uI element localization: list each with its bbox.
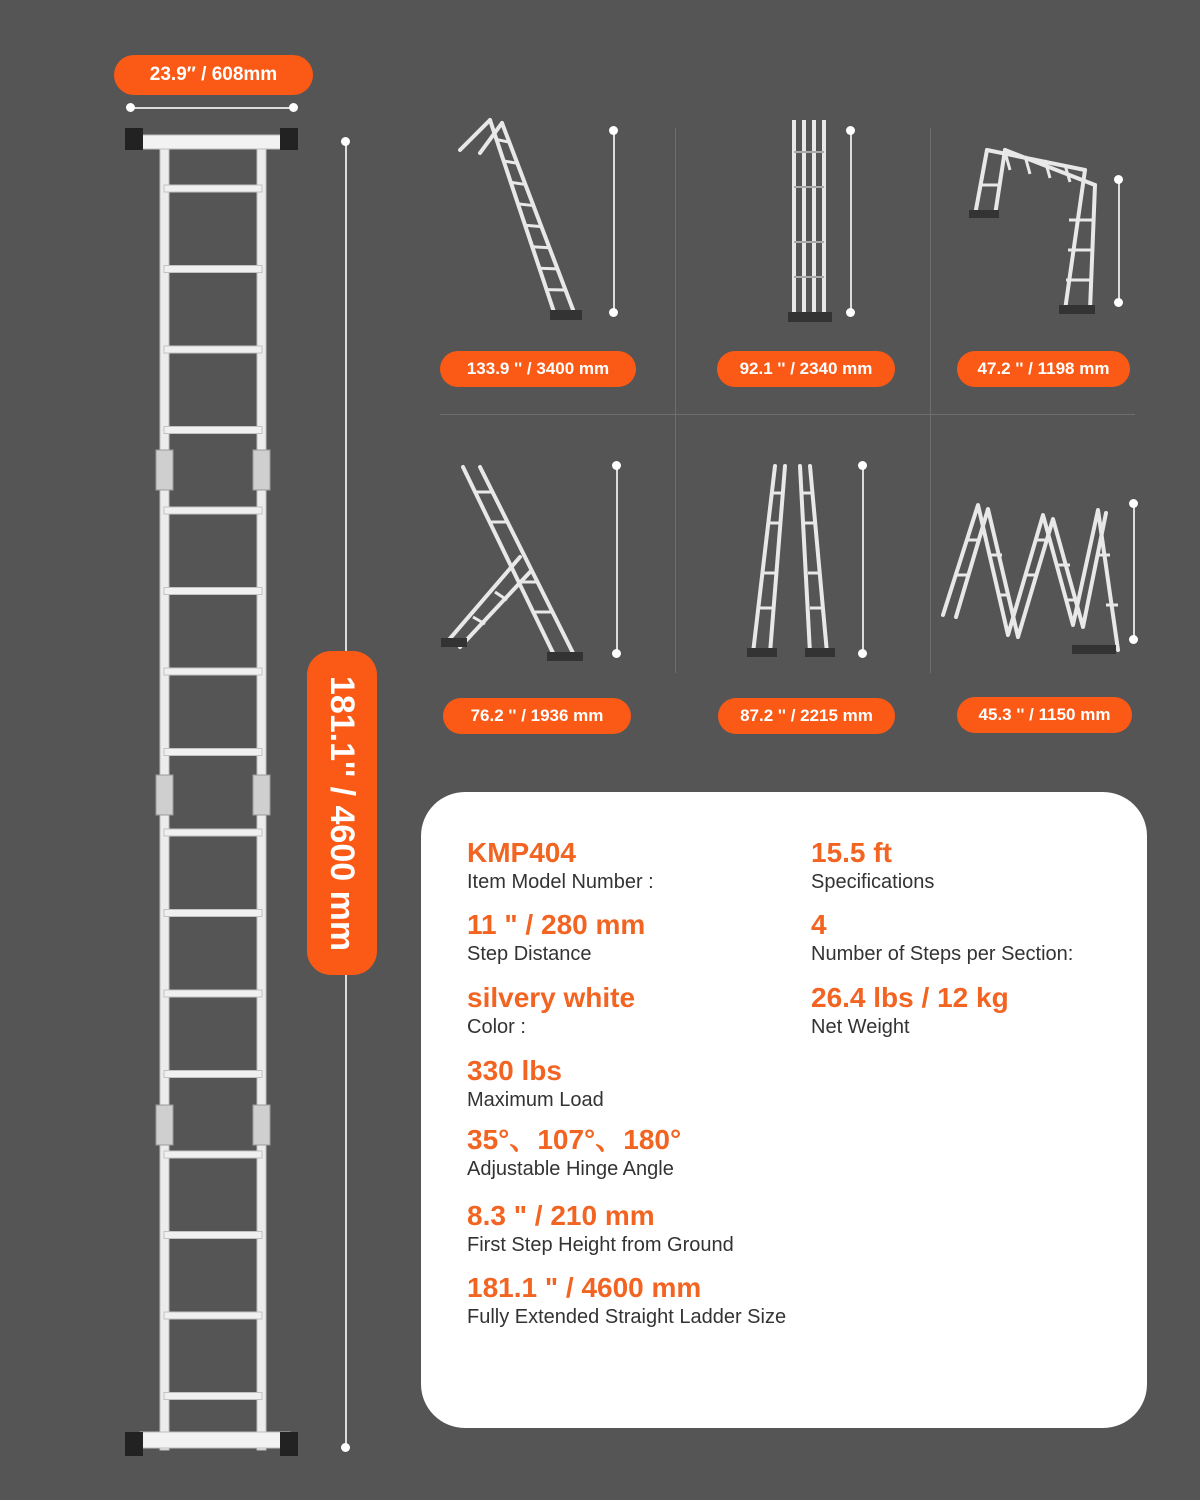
ladder-rung <box>164 588 262 595</box>
config-6-badge <box>957 697 1132 733</box>
width-dimension-line <box>130 107 293 109</box>
config-4-dim-bottom-dot <box>612 649 621 658</box>
config-2-badge <box>717 351 895 387</box>
config-2-dim-line <box>850 130 852 312</box>
width-dimension-label: 23.9″ / 608mm <box>149 64 278 85</box>
extension-ladder-rung <box>525 225 541 226</box>
config-4-dim-line <box>616 466 618 653</box>
spec-model <box>467 838 654 895</box>
grid-divider-horizontal <box>440 414 1135 415</box>
width-dimension-badge <box>114 55 313 95</box>
spec-model-label: Item Model Number : <box>467 871 654 893</box>
ladder-bottom-left-cap <box>125 1432 143 1456</box>
ladder-bottom-right-cap <box>280 1432 298 1456</box>
spec-first-step-value: 8.3 " / 210 mm <box>467 1200 655 1231</box>
spec-specification-label: Specifications <box>811 871 935 893</box>
ladder-left-hinge <box>156 775 173 815</box>
height-dimension-label: 181.1'' / 4600 mm <box>323 675 362 951</box>
ladder-rung <box>164 1071 262 1078</box>
width-dimension-start-dot <box>126 103 135 112</box>
ladder-rung <box>164 266 262 273</box>
config-5-dim-top-dot <box>858 461 867 470</box>
ladder-right-hinge <box>253 1105 270 1145</box>
ladder-rung <box>164 910 262 917</box>
folded-ladder-illustration <box>782 112 842 332</box>
config-4-label: 76.2 '' / 1936 mm <box>470 706 604 725</box>
config-5-dim-line <box>862 466 864 653</box>
ladder-rung <box>164 749 262 756</box>
config-2-dim-top-dot <box>846 126 855 135</box>
config-5-label: 87.2 '' / 2215 mm <box>740 706 873 725</box>
height-dimension-badge <box>307 651 377 975</box>
spec-first-step-label: First Step Height from Ground <box>467 1234 734 1256</box>
spec-net-weight <box>811 983 1009 1040</box>
spec-color-value: silvery white <box>467 982 636 1013</box>
spec-steps-per-section-label: Number of Steps per Section: <box>811 943 1074 965</box>
config-5-badge <box>718 698 895 734</box>
aframe-ladder-illustration <box>745 458 845 663</box>
config-1-dim-line <box>613 130 615 312</box>
config-6-dim-top-dot <box>1129 499 1138 508</box>
spec-steps-per-section-value: 4 <box>811 909 827 940</box>
leaning-aframe-illustration <box>435 462 605 672</box>
spec-steps-per-section <box>811 910 1073 967</box>
spec-full-size-label: Fully Extended Straight Ladder Size <box>467 1306 787 1328</box>
spec-hinge-angle-value: 35°、107°、180° <box>467 1124 682 1155</box>
ladder-rung <box>164 829 262 836</box>
config-2-label: 92.1 '' / 2340 mm <box>739 359 873 378</box>
ladder-rung <box>164 990 262 997</box>
config-3-dim-top-dot <box>1114 175 1123 184</box>
grid-divider-vertical-2 <box>930 128 931 673</box>
ladder-rung <box>164 427 262 434</box>
ladder-left-hinge <box>156 1105 173 1145</box>
ladder-top-left-cap <box>125 128 143 150</box>
ladder-right-hinge <box>253 775 270 815</box>
ladder-bottom-bar <box>140 1432 290 1448</box>
extension-ladder-rung <box>511 182 526 184</box>
spec-color-label: Color : <box>467 1016 526 1038</box>
ladder-rung <box>164 1232 262 1239</box>
config-3-label: 47.2 '' / 1198 mm <box>977 359 1110 378</box>
width-dimension-end-dot <box>289 103 298 112</box>
ladder-rung <box>164 346 262 353</box>
ladder-rung <box>164 507 262 514</box>
config-4-badge <box>443 698 631 734</box>
ladder-top-bar <box>140 135 290 149</box>
config-3-badge <box>957 351 1130 387</box>
spec-hinge-angle-label: Adjustable Hinge Angle <box>467 1158 674 1180</box>
ladder-rung <box>164 1312 262 1319</box>
ladder-top-right-cap <box>280 128 298 150</box>
spec-first-step <box>467 1201 734 1258</box>
spec-net-weight-label: Net Weight <box>811 1016 910 1038</box>
specifications-panel <box>421 792 1147 1428</box>
spec-max-load <box>467 1056 604 1113</box>
spec-step-distance <box>467 910 645 967</box>
ladder-rung <box>164 185 262 192</box>
spec-specification <box>811 838 934 895</box>
extension-ladder-rung <box>539 268 557 269</box>
spec-step-distance-value: 11 " / 280 mm <box>467 909 646 940</box>
config-3-dim-line <box>1118 180 1120 302</box>
height-dimension-bottom-dot <box>341 1443 350 1452</box>
config-6-dim-bottom-dot <box>1129 635 1138 644</box>
spec-step-distance-label: Step Distance <box>467 943 592 965</box>
ladder-rung <box>164 668 262 675</box>
extension-ladder-rung <box>518 204 533 206</box>
spec-specification-value: 15.5 ft <box>811 837 892 868</box>
spec-model-value: KMP404 <box>467 837 576 868</box>
extension-ladder-illustration <box>440 105 680 345</box>
config-3-dim-bottom-dot <box>1114 298 1123 307</box>
config-5-dim-bottom-dot <box>858 649 867 658</box>
ladder-rung <box>164 1393 262 1400</box>
extension-ladder-rung <box>532 247 549 248</box>
spec-max-load-value: 330 lbs <box>467 1055 562 1086</box>
config-1-label: 133.9 '' / 3400 mm <box>466 359 610 378</box>
spec-max-load-label: Maximum Load <box>467 1089 604 1111</box>
height-dimension-top-dot <box>341 137 350 146</box>
spec-full-size <box>467 1273 786 1330</box>
spec-net-weight-value: 26.4 lbs / 12 kg <box>811 982 1009 1013</box>
spec-hinge-angle <box>467 1125 681 1182</box>
spec-color <box>467 983 635 1040</box>
config-1-dim-bottom-dot <box>609 308 618 317</box>
ladder-right-hinge <box>253 450 270 490</box>
config-6-label: 45.3 '' / 1150 mm <box>978 705 1111 724</box>
ladder-rung <box>164 1151 262 1158</box>
zigzag-ladder-illustration <box>938 495 1128 660</box>
config-2-dim-bottom-dot <box>846 308 855 317</box>
scaffold-ladder-illustration <box>965 130 1125 330</box>
ladder-left-hinge <box>156 450 173 490</box>
config-1-badge <box>440 351 636 387</box>
config-1-dim-top-dot <box>609 126 618 135</box>
config-4-dim-top-dot <box>612 461 621 470</box>
straight-ladder-illustration <box>120 120 320 1460</box>
spec-full-size-value: 181.1 " / 4600 mm <box>467 1272 702 1303</box>
config-6-dim-line <box>1133 504 1135 639</box>
